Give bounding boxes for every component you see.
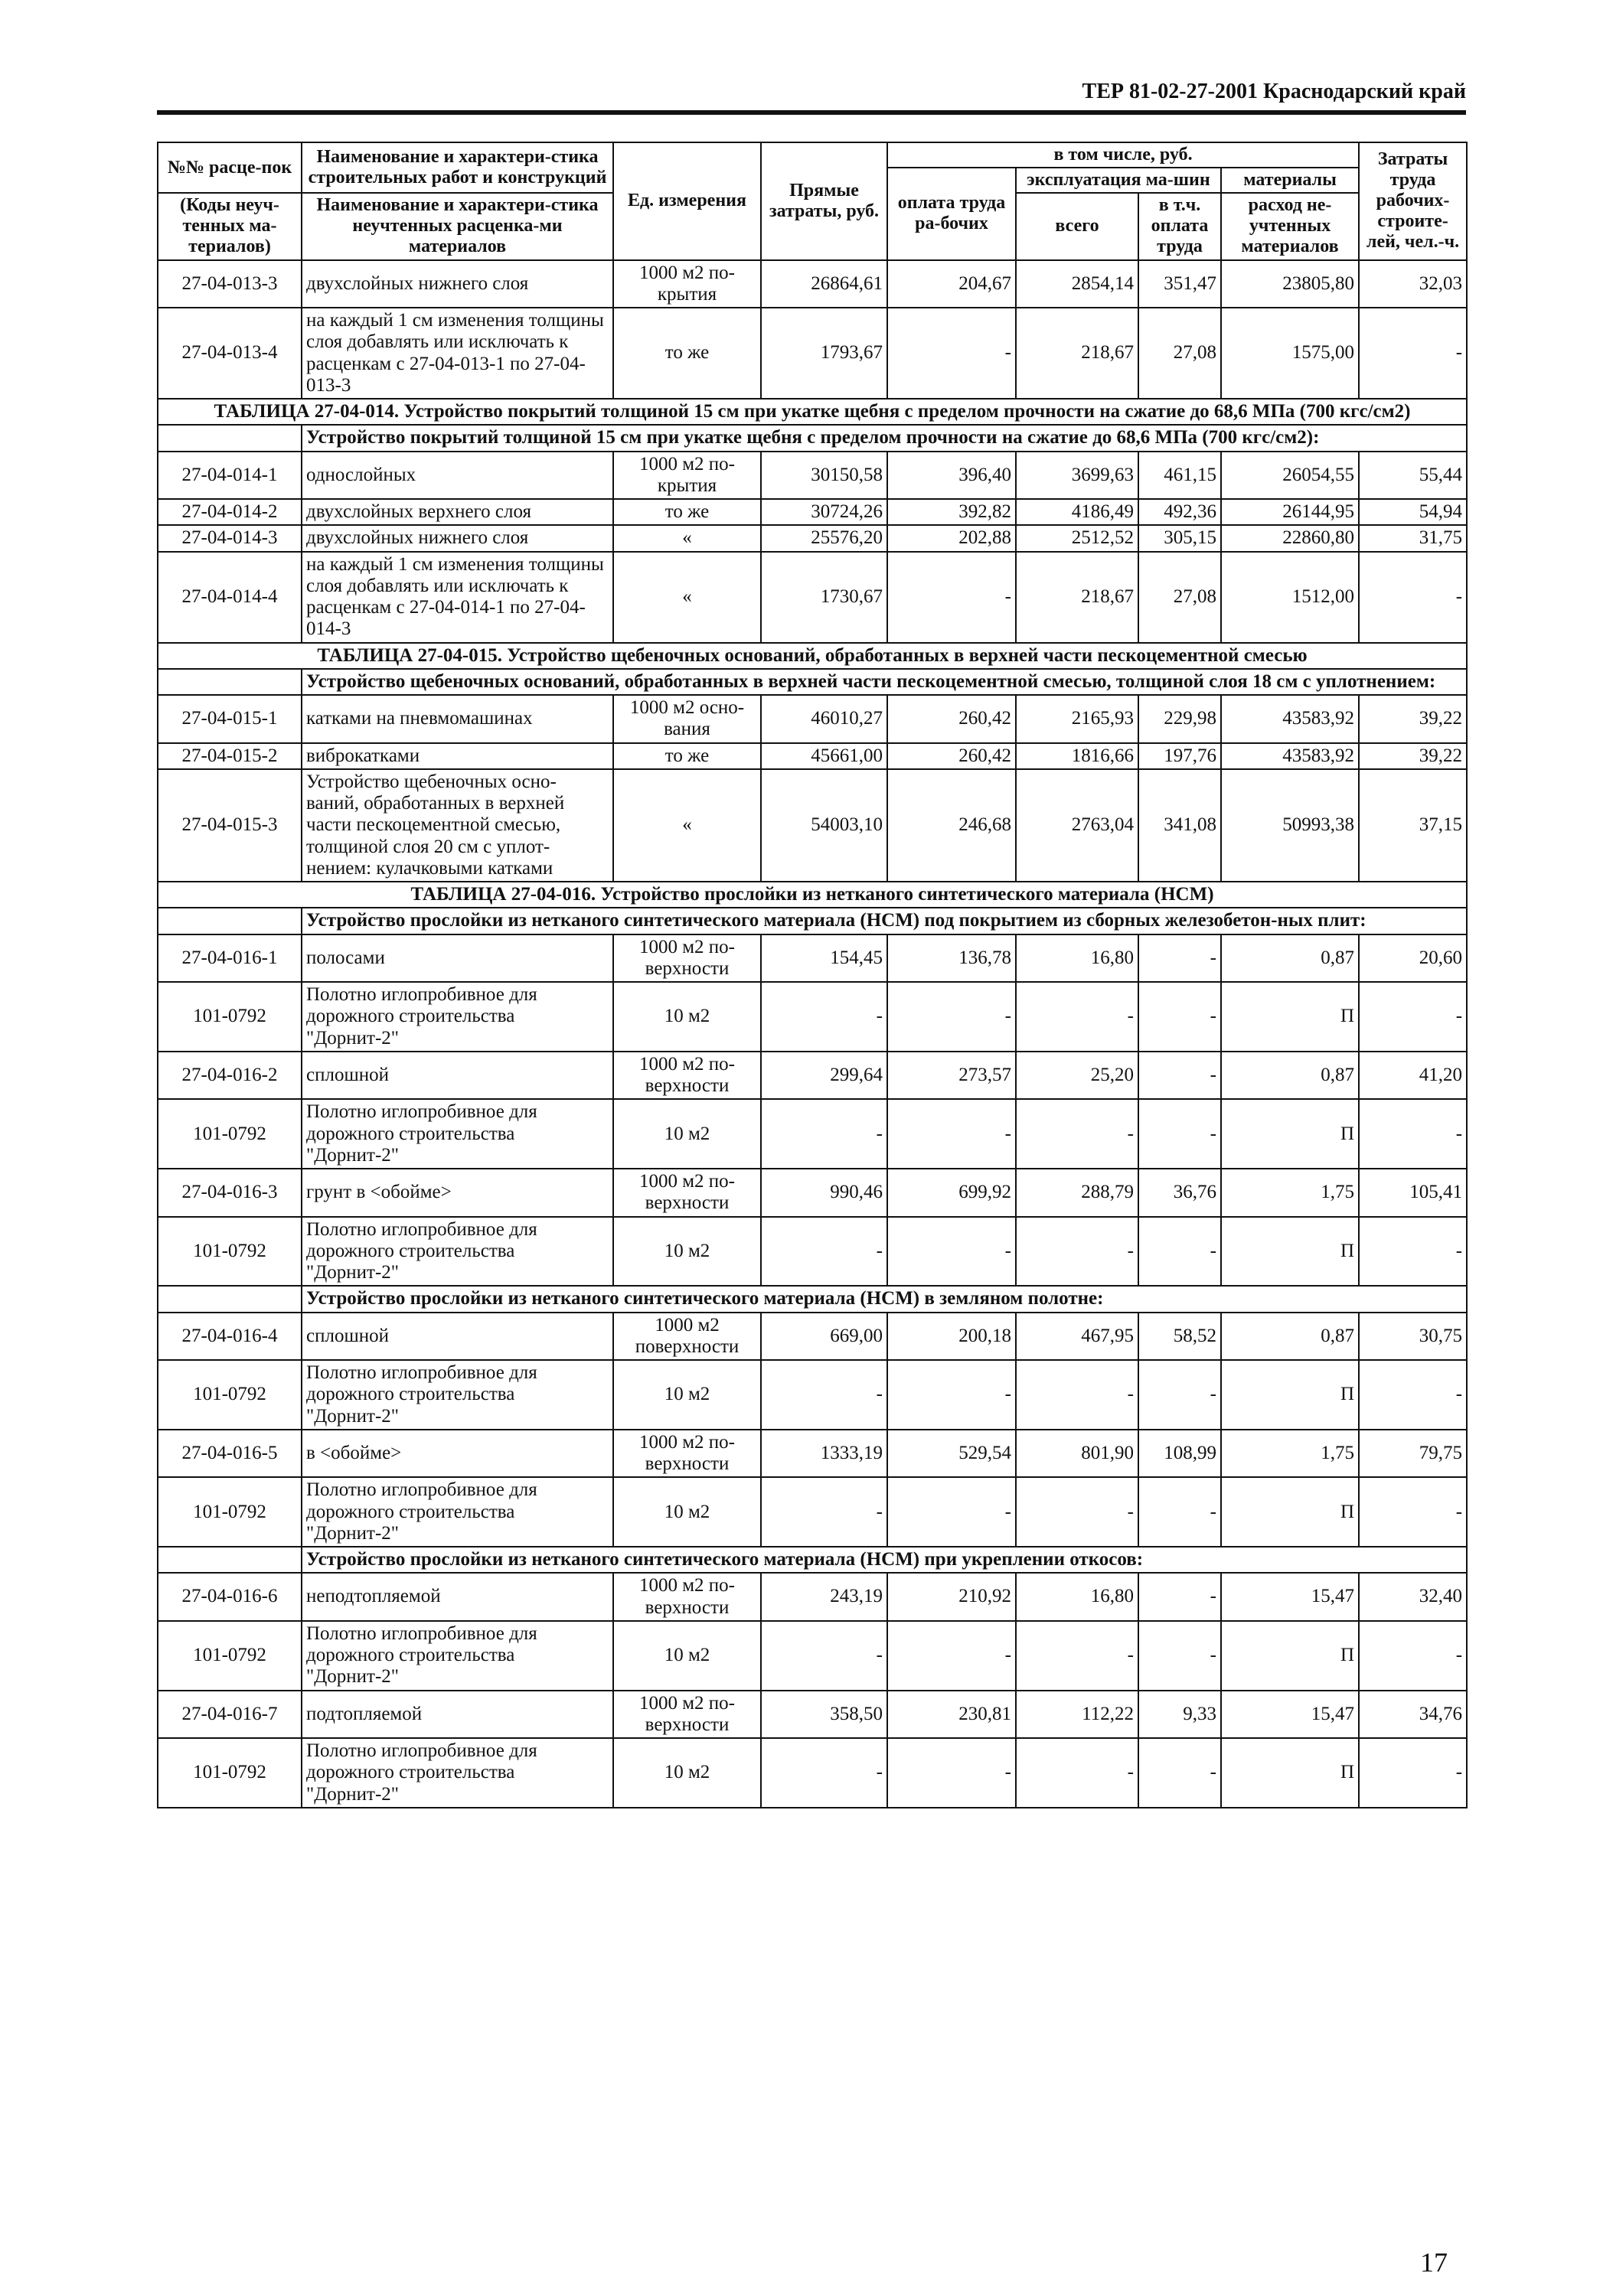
- material-direct-cost: -: [761, 982, 887, 1052]
- material-wages: -: [887, 982, 1016, 1052]
- row-machines-wages: 9,33: [1138, 1691, 1221, 1739]
- row-unit: «: [613, 525, 761, 551]
- table-row: [158, 308, 1467, 399]
- material-code: 101-0792: [158, 1217, 302, 1287]
- row-name: на каждый 1 см изменения толщины слоя добавлять или исключать к расценкам с 27-04-014-1 по 27-04-014-3: [302, 552, 613, 643]
- price-table: [157, 142, 1468, 1808]
- material-code: 101-0792: [158, 1099, 302, 1169]
- row-labor: 41,20: [1359, 1052, 1467, 1100]
- row-machines-total: 25,20: [1016, 1052, 1138, 1100]
- material-row: [158, 982, 1467, 1052]
- row-unit: 1000 м2 по-верхности: [613, 1169, 761, 1217]
- row-name: виброкатками: [302, 743, 613, 769]
- col-materials-header: материалы: [1221, 168, 1359, 193]
- row-labor: 32,40: [1359, 1573, 1467, 1621]
- table-row: [158, 260, 1467, 308]
- material-row: [158, 1217, 1467, 1287]
- material-direct-cost: -: [761, 1099, 887, 1169]
- col-machines-header: эксплуатация ма-шин: [1016, 168, 1221, 193]
- document-title: ТЕР 81-02-27-2001 Краснодарский край: [1082, 80, 1466, 103]
- material-machines-total: -: [1016, 1738, 1138, 1808]
- row-machines-wages: 492,36: [1138, 499, 1221, 525]
- empty-code-cell: [158, 425, 302, 451]
- row-name: подтопляемой: [302, 1691, 613, 1739]
- row-wages: 699,92: [887, 1169, 1016, 1217]
- row-unit: 1000 м2 по-верхности: [613, 934, 761, 983]
- row-direct-cost: 46010,27: [761, 695, 887, 743]
- table-row: [158, 1430, 1467, 1478]
- row-machines-wages: 58,52: [1138, 1313, 1221, 1361]
- row-materials: 1512,00: [1221, 552, 1359, 643]
- row-machines-wages: 351,47: [1138, 260, 1221, 308]
- material-machines-total: -: [1016, 1621, 1138, 1691]
- material-unit: 10 м2: [613, 1099, 761, 1169]
- row-code: 27-04-013-3: [158, 260, 302, 308]
- material-code: 101-0792: [158, 982, 302, 1052]
- table-row: [158, 1573, 1467, 1621]
- row-name: сплошной: [302, 1052, 613, 1100]
- material-unit: 10 м2: [613, 1217, 761, 1287]
- row-labor: 31,75: [1359, 525, 1467, 551]
- material-wages: -: [887, 1360, 1016, 1430]
- row-materials: 26054,55: [1221, 452, 1359, 500]
- row-direct-cost: 1793,67: [761, 308, 887, 399]
- col-machines-wages-header: в т.ч. оплата труда: [1138, 193, 1221, 259]
- row-materials: 1,75: [1221, 1430, 1359, 1478]
- row-labor: 32,03: [1359, 260, 1467, 308]
- material-machines-total: -: [1016, 1360, 1138, 1430]
- material-labor: -: [1359, 1738, 1467, 1808]
- row-materials: 43583,92: [1221, 743, 1359, 769]
- row-labor: 34,76: [1359, 1691, 1467, 1739]
- row-name: катками на пневмомашинах: [302, 695, 613, 743]
- subheading-row: [158, 425, 1467, 451]
- table-row: [158, 1691, 1467, 1739]
- table-row: [158, 499, 1467, 525]
- row-direct-cost: 54003,10: [761, 769, 887, 882]
- row-labor: 39,22: [1359, 695, 1467, 743]
- material-unit: 10 м2: [613, 1738, 761, 1808]
- row-wages: 392,82: [887, 499, 1016, 525]
- row-unit: «: [613, 552, 761, 643]
- table-row: [158, 525, 1467, 551]
- material-row: [158, 1621, 1467, 1691]
- subheading-row: [158, 669, 1467, 695]
- table-row: [158, 452, 1467, 500]
- material-unit: 10 м2: [613, 1621, 761, 1691]
- row-unit: «: [613, 769, 761, 882]
- material-wages: -: [887, 1738, 1016, 1808]
- col-code-sub-header: (Коды неуч-тенных ма-териалов): [158, 193, 302, 259]
- material-machines-wages: -: [1138, 1217, 1221, 1287]
- material-row: [158, 1738, 1467, 1808]
- row-machines-wages: 27,08: [1138, 308, 1221, 399]
- row-materials: 26144,95: [1221, 499, 1359, 525]
- material-code: 101-0792: [158, 1360, 302, 1430]
- row-direct-cost: 990,46: [761, 1169, 887, 1217]
- row-labor: 54,94: [1359, 499, 1467, 525]
- section-heading: ТАБЛИЦА 27-04-015. Устройство щебеночных оснований, обработанных в верхней части пескоцементной смесью: [158, 643, 1467, 669]
- material-machines-wages: -: [1138, 1099, 1221, 1169]
- row-machines-wages: -: [1138, 934, 1221, 983]
- row-wages: -: [887, 552, 1016, 643]
- col-wages-header: оплата труда ра-бочих: [887, 168, 1016, 259]
- row-materials: 0,87: [1221, 1052, 1359, 1100]
- row-direct-cost: 1730,67: [761, 552, 887, 643]
- material-code: 101-0792: [158, 1621, 302, 1691]
- row-name: сплошной: [302, 1313, 613, 1361]
- row-machines-total: 16,80: [1016, 934, 1138, 983]
- row-labor: -: [1359, 552, 1467, 643]
- subheading: Устройство щебеночных оснований, обработанных в верхней части пескоцементной смесью, толщиной слоя 18 см с уплотнением:: [302, 669, 1467, 695]
- row-direct-cost: 299,64: [761, 1052, 887, 1100]
- row-direct-cost: 1333,19: [761, 1430, 887, 1478]
- material-labor: -: [1359, 1099, 1467, 1169]
- section-heading: ТАБЛИЦА 27-04-016. Устройство прослойки из нетканого синтетического материала (НСМ): [158, 882, 1467, 908]
- row-code: 27-04-015-1: [158, 695, 302, 743]
- section-heading: ТАБЛИЦА 27-04-014. Устройство покрытий толщиной 15 см при укатке щебня с пределом прочности на сжатие до 68,6 МПа (700 кгс/см2): [158, 399, 1467, 425]
- material-labor: -: [1359, 1477, 1467, 1547]
- row-labor: 105,41: [1359, 1169, 1467, 1217]
- material-name: Полотно иглопробивное для дорожного строительства "Дорнит-2": [302, 1360, 613, 1430]
- table-body: [158, 260, 1467, 1808]
- row-direct-cost: 25576,20: [761, 525, 887, 551]
- row-wages: 396,40: [887, 452, 1016, 500]
- row-machines-total: 16,80: [1016, 1573, 1138, 1621]
- material-machines-total: -: [1016, 1477, 1138, 1547]
- material-consumption: П: [1221, 1477, 1359, 1547]
- row-direct-cost: 45661,00: [761, 743, 887, 769]
- row-unit: 1000 м2 по-крытия: [613, 452, 761, 500]
- material-machines-wages: -: [1138, 1738, 1221, 1808]
- col-labor-header: Затраты труда рабочих-строите-лей, чел.-ч.: [1359, 142, 1467, 260]
- row-machines-wages: 461,15: [1138, 452, 1221, 500]
- row-unit: 1000 м2 по-верхности: [613, 1691, 761, 1739]
- material-row: [158, 1099, 1467, 1169]
- material-unit: 10 м2: [613, 1477, 761, 1547]
- col-name-sub-header: Наименование и характери-стика неучтенных расценка-ми материалов: [302, 193, 613, 259]
- material-direct-cost: -: [761, 1217, 887, 1287]
- row-materials: 22860,80: [1221, 525, 1359, 551]
- row-direct-cost: 26864,61: [761, 260, 887, 308]
- row-unit: то же: [613, 308, 761, 399]
- row-name: двухслойных нижнего слоя: [302, 525, 613, 551]
- empty-code-cell: [158, 1547, 302, 1573]
- col-name-header: Наименование и характери-стика строительных работ и конструкций: [302, 142, 613, 193]
- material-name: Полотно иглопробивное для дорожного строительства "Дорнит-2": [302, 1621, 613, 1691]
- empty-code-cell: [158, 908, 302, 934]
- row-name: однослойных: [302, 452, 613, 500]
- row-machines-wages: 36,76: [1138, 1169, 1221, 1217]
- row-machines-total: 4186,49: [1016, 499, 1138, 525]
- row-machines-wages: 108,99: [1138, 1430, 1221, 1478]
- row-labor: 37,15: [1359, 769, 1467, 882]
- row-code: 27-04-014-1: [158, 452, 302, 500]
- row-materials: 15,47: [1221, 1691, 1359, 1739]
- col-machines-total-header: всего: [1016, 193, 1138, 259]
- material-name: Полотно иглопробивное для дорожного строительства "Дорнит-2": [302, 982, 613, 1052]
- row-machines-wages: 305,15: [1138, 525, 1221, 551]
- row-materials: 0,87: [1221, 1313, 1359, 1361]
- section-heading-row: [158, 643, 1467, 669]
- row-machines-total: 1816,66: [1016, 743, 1138, 769]
- row-code: 27-04-016-3: [158, 1169, 302, 1217]
- row-wages: 260,42: [887, 743, 1016, 769]
- row-wages: -: [887, 308, 1016, 399]
- row-materials: 1575,00: [1221, 308, 1359, 399]
- table-row: [158, 934, 1467, 983]
- material-code: 101-0792: [158, 1738, 302, 1808]
- table-row: [158, 743, 1467, 769]
- row-direct-cost: 669,00: [761, 1313, 887, 1361]
- row-unit: то же: [613, 499, 761, 525]
- row-direct-cost: 243,19: [761, 1573, 887, 1621]
- col-incl-header: в том числе, руб.: [887, 142, 1359, 168]
- row-code: 27-04-015-2: [158, 743, 302, 769]
- row-machines-total: 2854,14: [1016, 260, 1138, 308]
- material-name: Полотно иглопробивное для дорожного строительства "Дорнит-2": [302, 1217, 613, 1287]
- row-unit: то же: [613, 743, 761, 769]
- material-unit: 10 м2: [613, 982, 761, 1052]
- material-name: Полотно иглопробивное для дорожного строительства "Дорнит-2": [302, 1477, 613, 1547]
- subheading: Устройство прослойки из нетканого синтетического материала (НСМ) в земляном полотне:: [302, 1286, 1467, 1312]
- row-code: 27-04-016-2: [158, 1052, 302, 1100]
- subheading: Устройство покрытий толщиной 15 см при укатке щебня с пределом прочности на сжатие до 68,6 МПа (700 кгс/см2):: [302, 425, 1467, 451]
- row-wages: 202,88: [887, 525, 1016, 551]
- row-unit: 1000 м2 по-верхности: [613, 1430, 761, 1478]
- section-heading-row: [158, 399, 1467, 425]
- row-code: 27-04-016-6: [158, 1573, 302, 1621]
- table-row: [158, 552, 1467, 643]
- header-row-1: [158, 142, 1467, 168]
- row-direct-cost: 154,45: [761, 934, 887, 983]
- row-name: неподтопляемой: [302, 1573, 613, 1621]
- material-direct-cost: -: [761, 1738, 887, 1808]
- material-consumption: П: [1221, 1738, 1359, 1808]
- row-machines-total: 2165,93: [1016, 695, 1138, 743]
- row-materials: 15,47: [1221, 1573, 1359, 1621]
- empty-code-cell: [158, 669, 302, 695]
- row-materials: 50993,38: [1221, 769, 1359, 882]
- material-machines-wages: -: [1138, 1477, 1221, 1547]
- row-name: на каждый 1 см изменения толщины слоя добавлять или исключать к расценкам с 27-04-013-1 по 27-04-013-3: [302, 308, 613, 399]
- row-wages: 273,57: [887, 1052, 1016, 1100]
- row-labor: 39,22: [1359, 743, 1467, 769]
- row-direct-cost: 358,50: [761, 1691, 887, 1739]
- row-materials: 1,75: [1221, 1169, 1359, 1217]
- material-machines-total: -: [1016, 982, 1138, 1052]
- material-labor: -: [1359, 982, 1467, 1052]
- row-machines-total: 218,67: [1016, 552, 1138, 643]
- row-wages: 230,81: [887, 1691, 1016, 1739]
- row-labor: 79,75: [1359, 1430, 1467, 1478]
- row-wages: 260,42: [887, 695, 1016, 743]
- row-name: двухслойных нижнего слоя: [302, 260, 613, 308]
- material-labor: -: [1359, 1217, 1467, 1287]
- material-consumption: П: [1221, 1360, 1359, 1430]
- material-name: Полотно иглопробивное для дорожного строительства "Дорнит-2": [302, 1738, 613, 1808]
- row-unit: 1000 м2 по-крытия: [613, 260, 761, 308]
- table-row: [158, 1169, 1467, 1217]
- row-name: Устройство щебеночных осно-ваний, обработанных в верхней части пескоцементной смесью, толщиной слоя 20 см с уплот-нением: кулачковыми катками: [302, 769, 613, 882]
- material-direct-cost: -: [761, 1360, 887, 1430]
- row-machines-total: 3699,63: [1016, 452, 1138, 500]
- row-name: двухслойных верхнего слоя: [302, 499, 613, 525]
- row-wages: 246,68: [887, 769, 1016, 882]
- material-wages: -: [887, 1477, 1016, 1547]
- material-machines-wages: -: [1138, 1621, 1221, 1691]
- row-labor: 20,60: [1359, 934, 1467, 983]
- row-code: 27-04-013-4: [158, 308, 302, 399]
- row-unit: 1000 м2 по-верхности: [613, 1052, 761, 1100]
- material-row: [158, 1477, 1467, 1547]
- row-wages: 136,78: [887, 934, 1016, 983]
- row-machines-total: 218,67: [1016, 308, 1138, 399]
- row-machines-wages: -: [1138, 1573, 1221, 1621]
- col-unit-header: Ед. измерения: [613, 142, 761, 260]
- row-unit: 1000 м2 поверхности: [613, 1313, 761, 1361]
- row-machines-total: 288,79: [1016, 1169, 1138, 1217]
- material-labor: -: [1359, 1621, 1467, 1691]
- material-labor: -: [1359, 1360, 1467, 1430]
- table-row: [158, 695, 1467, 743]
- material-direct-cost: -: [761, 1621, 887, 1691]
- row-machines-wages: 341,08: [1138, 769, 1221, 882]
- row-labor: 55,44: [1359, 452, 1467, 500]
- col-materials-sub-header: расход не-учтенных материалов: [1221, 193, 1359, 259]
- material-consumption: П: [1221, 1099, 1359, 1169]
- row-code: 27-04-016-5: [158, 1430, 302, 1478]
- row-direct-cost: 30150,58: [761, 452, 887, 500]
- row-machines-total: 2512,52: [1016, 525, 1138, 551]
- row-code: 27-04-016-7: [158, 1691, 302, 1739]
- row-wages: 529,54: [887, 1430, 1016, 1478]
- row-wages: 204,67: [887, 260, 1016, 308]
- row-wages: 210,92: [887, 1573, 1016, 1621]
- row-code: 27-04-016-1: [158, 934, 302, 983]
- material-direct-cost: -: [761, 1477, 887, 1547]
- row-machines-total: 112,22: [1016, 1691, 1138, 1739]
- material-consumption: П: [1221, 1621, 1359, 1691]
- material-wages: -: [887, 1621, 1016, 1691]
- row-machines-wages: 229,98: [1138, 695, 1221, 743]
- row-materials: 0,87: [1221, 934, 1359, 983]
- page-header: [157, 77, 1466, 115]
- row-code: 27-04-014-3: [158, 525, 302, 551]
- row-wages: 200,18: [887, 1313, 1016, 1361]
- row-code: 27-04-014-2: [158, 499, 302, 525]
- subheading-row: [158, 1286, 1467, 1312]
- row-machines-total: 801,90: [1016, 1430, 1138, 1478]
- section-heading-row: [158, 882, 1467, 908]
- subheading: Устройство прослойки из нетканого синтетического материала (НСМ) под покрытием из сборных железобетон-ных плит:: [302, 908, 1467, 934]
- subheading-row: [158, 1547, 1467, 1573]
- material-machines-wages: -: [1138, 1360, 1221, 1430]
- row-machines-total: 2763,04: [1016, 769, 1138, 882]
- row-name: грунт в <обойме>: [302, 1169, 613, 1217]
- row-machines-wages: 197,76: [1138, 743, 1221, 769]
- material-row: [158, 1360, 1467, 1430]
- table-row: [158, 1052, 1467, 1100]
- row-labor: -: [1359, 308, 1467, 399]
- table-row: [158, 1313, 1467, 1361]
- subheading: Устройство прослойки из нетканого синтетического материала (НСМ) при укреплении откосов:: [302, 1547, 1467, 1573]
- material-machines-total: -: [1016, 1217, 1138, 1287]
- row-name: полосами: [302, 934, 613, 983]
- material-wages: -: [887, 1217, 1016, 1287]
- material-code: 101-0792: [158, 1477, 302, 1547]
- row-unit: 1000 м2 по-верхности: [613, 1573, 761, 1621]
- material-name: Полотно иглопробивное для дорожного строительства "Дорнит-2": [302, 1099, 613, 1169]
- material-machines-wages: -: [1138, 982, 1221, 1052]
- row-machines-total: 467,95: [1016, 1313, 1138, 1361]
- row-name: в <обойме>: [302, 1430, 613, 1478]
- col-direct-header: Прямые затраты, руб.: [761, 142, 887, 260]
- row-direct-cost: 30724,26: [761, 499, 887, 525]
- row-code: 27-04-016-4: [158, 1313, 302, 1361]
- col-code-header: №№ расце-пок: [158, 142, 302, 193]
- row-machines-wages: -: [1138, 1052, 1221, 1100]
- material-wages: -: [887, 1099, 1016, 1169]
- material-machines-total: -: [1016, 1099, 1138, 1169]
- subheading-row: [158, 908, 1467, 934]
- empty-code-cell: [158, 1286, 302, 1312]
- row-code: 27-04-015-3: [158, 769, 302, 882]
- row-materials: 43583,92: [1221, 695, 1359, 743]
- page-number: 17: [1420, 2247, 1448, 2278]
- row-code: 27-04-014-4: [158, 552, 302, 643]
- material-consumption: П: [1221, 982, 1359, 1052]
- row-labor: 30,75: [1359, 1313, 1467, 1361]
- row-machines-wages: 27,08: [1138, 552, 1221, 643]
- row-unit: 1000 м2 осно-вания: [613, 695, 761, 743]
- row-materials: 23805,80: [1221, 260, 1359, 308]
- table-row: [158, 769, 1467, 882]
- material-consumption: П: [1221, 1217, 1359, 1287]
- material-unit: 10 м2: [613, 1360, 761, 1430]
